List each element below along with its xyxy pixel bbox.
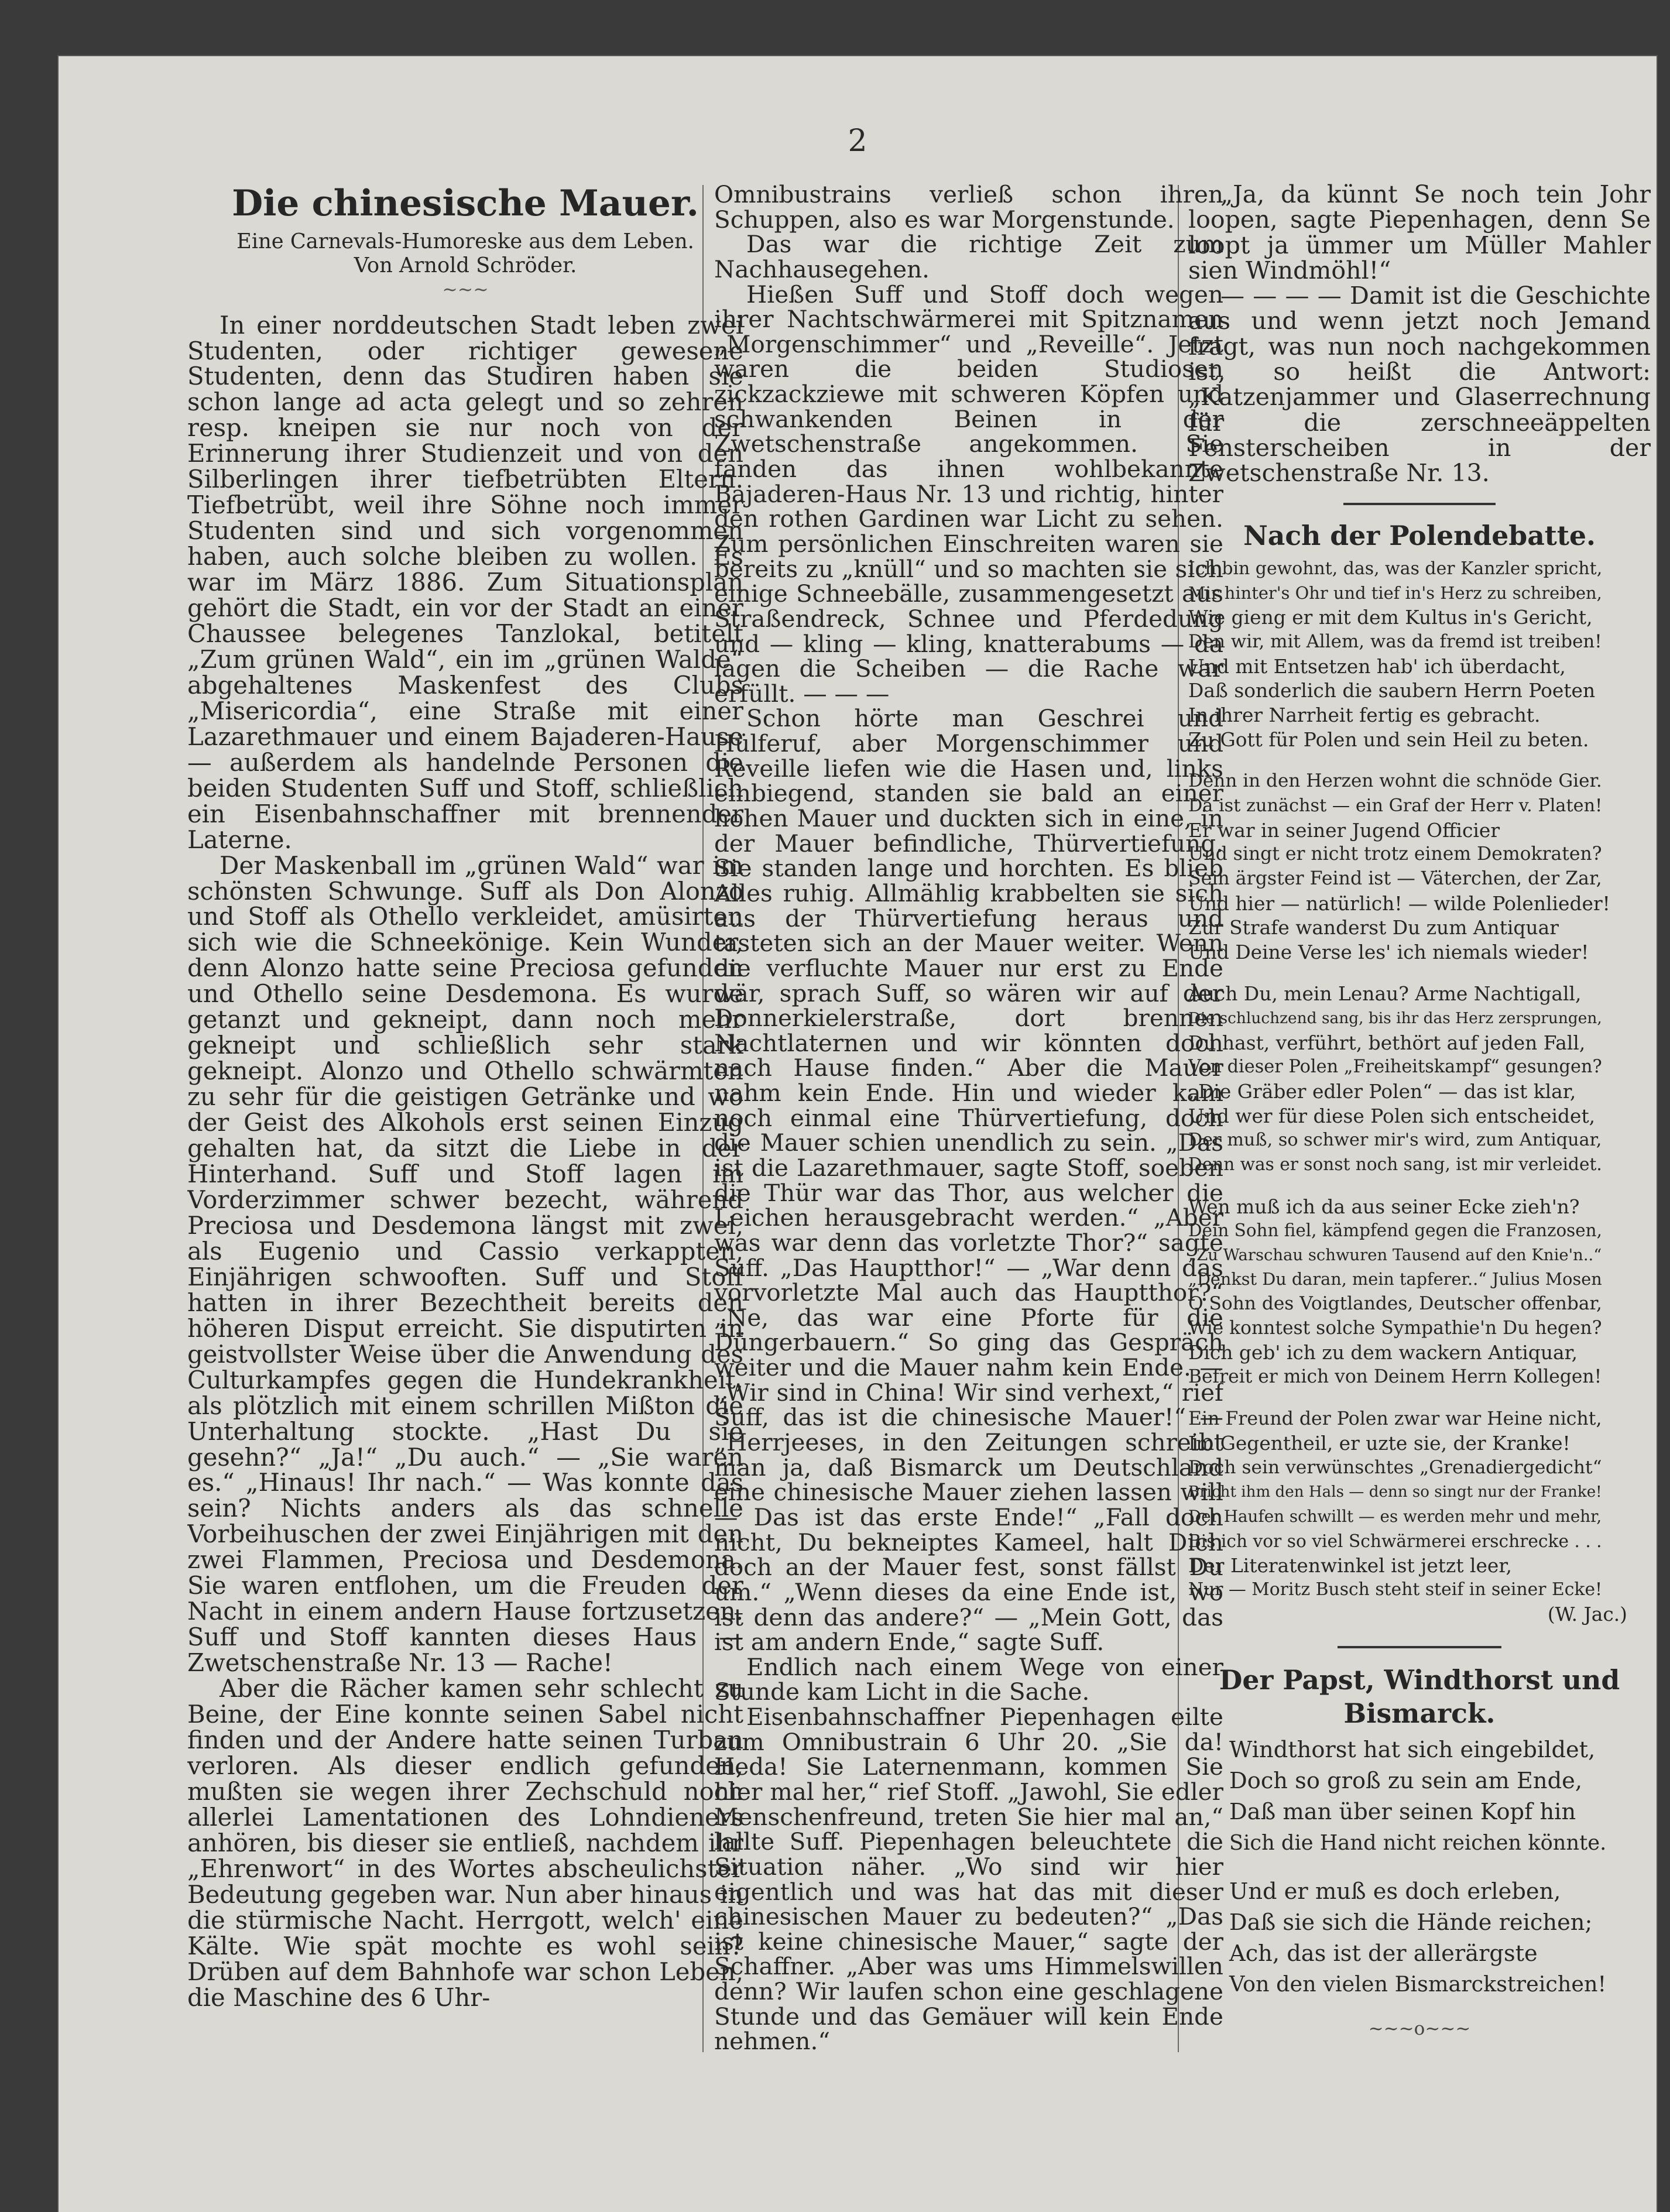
paragraph: Aber die Rächer kamen sehr schlecht zu Beine, der Eine konnte seinen Sabel nicht finden und der Andere hatte seinen Turban verloren. Als dieser endlich gefunden, mußten sie wegen ihrer Zechschuld noch allerlei Lamentationen des Lohndieners anhören, bis dieser sie entließ, nachdem ihr „Ehrenwort“ in des Wortes abscheulichster Bedeutung gegeben war. Nun aber hinaus in die stürmische Nacht. Herrgott, welch' eine Kälte. Wie spät mochte es wohl sein? Drüben auf dem Bahnhofe war schon Leben, die Maschine des 6 Uhr- xyxy=(187,1674,743,2012)
newspaper-page xyxy=(59,56,1657,2212)
paragraph: Hießen Suff und Stoff doch wegen ihrer Nachtschwärmerei mit Spitznamen „Morgenschimmer“ und „Reveille“. Jetzt waren die beiden Studiosen zickzackziewe mit schweren Köpfen und schwankenden Beinen in der Zwetschenstraße angekommen. Sie fanden das ihnen wohlbekannte Bajaderen-Haus Nr. 13 und richtig, hinter den rothen Gardinen war Licht zu sehen. Zum persönlichen Einschreiten waren sie bereits zu „knüll“ und so machten sie sich einige Schneebälle, zusammengesetzt aus Straßendreck, Schnee und Pferdedung und — kling — kling, knatterabums — da lagen die Scheiben — die Rache war erfüllt. — — — xyxy=(714,280,1223,708)
flourish-icon: ∼∼∼ xyxy=(442,279,489,300)
paragraph: — — — — Damit ist die Geschichte aus und wenn jetzt noch Jemand fragt, was nun noch nachgekommen ist, so heißt die Antwort: „Katzenjammer und Glaserrechnung für die zerschneeäppelten Fensterscheiben in der Zwetschenstraße Nr. 13. xyxy=(1188,282,1651,488)
article-subtitle: Eine Carnevals-Humoreske aus dem Leben. xyxy=(236,229,694,254)
poem-stanza: Windthorst hat sich eingebildet, Doch so groß zu sein am Ende, Daß man über seinen Kopf hin Sich die Hand nicht reichen könnte. xyxy=(1229,1736,1607,1855)
paragraph: „Ja, da künnt Se noch tein Johr loopen, sagte Piepenhagen, denn Se loopt ja ümmer um Müller Mahler sien Windmöhl!“ xyxy=(1188,182,1651,284)
paragraph: Eisenbahnschaffner Piepenhagen eilte zum Omnibustrain 6 Uhr 20. „Sie da! Heda! Sie Laternenmann, kommen Sie hier mal her,“ rief Stoff. „Jawohl, Sie edler Menschenfreund, treten Sie hier mal an,“ lallte Suff. Piepenhagen beleuchtete die Situation näher. „Wo sind wir hier eigentlich und was hat das mit dieser chinesischen Mauer zu bedeuten?“ „Das ist keine chinesische Mauer,“ sagte der Schaffner. „Aber was ums Himmelswillen denn? Wir laufen schon eine geschlagene Stunde und das Gemäuer will kein Ende nehmen.“ xyxy=(714,1703,1223,2055)
paragraph: In einer norddeutschen Stadt leben zwei Studenten, oder richtiger gewesene Studenten, denn das Studiren haben sie schon lange ad acta gelegt und so zehren resp. kneipen sie nur noch von der Erinnerung ihrer Studienzeit und von den Silberlingen ihrer tiefbetrübten Eltern. Tiefbetrübt, weil ihre Söhne noch immer Studenten sind und sich vorgenommen haben, auch solche bleiben zu wollen. Es war im März 1886. Zum Situationsplan gehört die Stadt, ein vor der Stadt an einer Chaussee belegenes Tanzlokal, betitelt „Zum grünen Wald“, ein im „grünen Walde“ abgehaltenes Maskenfest des Clubs „Misericordia“, eine Straße mit einer Lazarethmauer und einem Bajaderen-Hause — außerdem als handelnde Personen die beiden Studenten Suff und Stoff, schließlich ein Eisenbahnschaffner mit brennender Laterne. xyxy=(187,310,743,854)
column-1 xyxy=(187,182,743,2055)
ornament-icon: ~~~o~~~ xyxy=(1368,2018,1471,2040)
poem-stanza: Auch Du, mein Lenau? Arme Nachtigall, Die schluchzend sang, bis ihr das Herz zersprungen, Du hast, verführt, bethört auf jeden Fall, Von dieser Polen „Freiheitskampf“ gesungen? „Die Gräber edler Polen“ — das ist klar, Und wer für diese Polen sich entscheidet, Der muß, so schwer mir's wird, zum Antiquar, Denn was er sonst noch sang, ist mir verleidet. xyxy=(1188,982,1602,1174)
section-divider xyxy=(1343,503,1496,505)
page-number: 2 xyxy=(848,124,867,159)
poem-stanza: Denn in den Herzen wohnt die schnöde Gier. Da ist zunächst — ein Graf der Herr v. Platen! Er war in seiner Jugend Officier Und singt er nicht trotz einem Demokraten? Sein ärgster Feind ist — Väterchen, der Zar, Und hier — natürlich! — wilde Polenlieder! Zur Strafe wanderst Du zum Antiquar Und Deine Verse les' ich niemals wieder! xyxy=(1188,770,1610,963)
article-byline: Von Arnold Schröder. xyxy=(354,253,577,277)
paragraph: Das war die richtige Zeit zum Nachhausegehen. xyxy=(714,230,1223,283)
poem-author: (W. Jac.) xyxy=(1547,1602,1627,1625)
paragraph: Schon hörte man Geschrei und Hülferuf, aber Morgenschimmer und Reveille liefen wie die Hasen und, links einbiegend, standen sie bald an einer hohen Mauer und duckten sich in eine, in der Mauer befindliche, Thürvertiefung. Sie standen lange und horchten. Es blieb Alles ruhig. Allmählig krabbelten sie sich aus der Thürvertiefung heraus und tasteten sich an der Mauer weiter. Wenn die verfluchte Mauer nur erst zu Ende wär, sprach Suff, so wären wir auf der Donnerkielerstraße, dort brennen Nachtlaternen und wir könnten doch nach Hause finden.“ Aber die Mauer nahm kein Ende. Hin und wieder kam noch einmal eine Thürvertiefung, doch die Mauer schien unendlich zu sein. „Das ist die Lazarethmauer, sagte Stoff, soeben die Thür war das Thor, aus welcher die Leichen herausgebracht werden.“ „Aber was war denn das vorletzte Thor?“ sagte Suff. „Das Hauptthor!“ — „War denn das vorvorletzte Mal auch das Hauptthor?“ „Ne, das war eine Pforte für die Düngerbauern.“ So ging das Gespräch weiter und die Mauer nahm kein Ende. — „Wir sind in China! Wir sind verhext,“ rief Suff, das ist die chinesische Mauer!“ — „Herrjeeses, in den Zeitungen schreibt man ja, daß Bismarck um Deutschland eine chinesische Mauer ziehen lassen will — Das ist das erste Ende!“ „Fall doch nicht, Du bekneiptes Kameel, halt Dich doch an der Mauer fest, sonst fällst Du um.“ „Wenn dieses da eine Ende ist, wo ist denn das andere?“ — „Mein Gott, das ist am andern Ende,“ sagte Suff. xyxy=(714,704,1223,1657)
paragraph: Endlich nach einem Wege von einer Stunde kam Licht in die Sache. xyxy=(714,1652,1223,1706)
column-2 xyxy=(714,182,1223,2055)
section-divider xyxy=(1338,1646,1501,1648)
poem-stanza: Ein Freund der Polen zwar war Heine nicht, Im Gegentheil, er uzte sie, der Kranke! Doch sein verwünschtes „Grenadiergedicht“ Bricht ihm den Hals — denn so singt nur der Franke! Der Haufen schwillt — es werden mehr und mehr, Bis ich vor so viel Schwärmerei erschrecke . . . Der Literatenwinkel ist jetzt leer, Nur — Moritz Busch steht steif in seiner Ecke! xyxy=(1188,1408,1603,1600)
paragraph: Der Maskenball im „grünen Wald“ war im schönsten Schwunge. Suff als Don Alonzo und Stoff als Othello verkleidet, amüsirten sich wie die Schneekönige. Kein Wunder, denn Alonzo hatte seine Preciosa gefunden und Othello seine Desdemona. Es wurde getanzt und gekneipt, dann noch mehr gekneipt und schließlich sehr stark gekneipt. Alonzo und Othello schwärmten zu sehr für die geistigen Getränke und wo der Geist des Alkohols erst seinen Einzug gehalten hat, da sitzt die Liebe in der Hinterhand. Suff und Stoff lagen im Vorderzimmer schwer bezecht, während Preciosa und Desdemona längst mit zwei, als Eugenio und Cassio verkappten, Einjährigen schwooften. Suff und Stoff hatten in ihrer Bezechtheit bereits den höheren Disput erreicht. Sie disputirten in geistvollster Weise über die Anwendung des Culturkampfes gegen die Hundekrankheit, als plötzlich mit einem schrillen Mißton die Unterhaltung stockte. „Hast Du sie gesehn?“ „Ja!“ „Du auch.“ — „Sie waren es.“ „Hinaus! Ihr nach.“ — Was konnte das sein? Nichts anders als das schnelle Vorbeihuschen der zwei Einjährigen mit den zwei Flammen, Preciosa und Desdemona. Sie waren entflohen, um die Freuden der Nacht in einem andern Hause fortzusetzen. Suff und Stoff kannten dieses Haus — Zwetschenstraße Nr. 13 — Rache! xyxy=(187,850,743,1678)
article-title: Die chinesische Mauer. xyxy=(232,183,699,224)
poem-title: Der Papst, Windthorst und Bismarck. xyxy=(1219,1664,1620,1730)
poem-title: Nach der Polendebatte. xyxy=(1243,519,1596,551)
poem-stanza: Ich bin gewohnt, das, was der Kanzler spricht, Mir hinter's Ohr und tief in's Herz zu schreiben, Wie gieng er mit dem Kultus in's Gericht, Den wir, mit Allem, was da fremd ist treiben! Und mit Entsetzen hab' ich überdacht, Daß sonderlich die saubern Herrn Poeten In ihrer Narrheit fertig es gebracht. Zu Gott für Polen und sein Heil zu beten. xyxy=(1188,558,1603,751)
poem-stanza: Wen muß ich da aus seiner Ecke zieh'n? Dein Sohn fiel, kämpfend gegen die Franzosen, „Zu Warschau schwuren Tausend auf den Knie'n..“ „Denkst Du daran, mein tapferer..“ Julius Mosen O Sohn des Voigtlandes, Deutscher offenbar, Wie konntest solche Sympathie'n Du hegen? Dich geb' ich zu dem wackern Antiquar, Befreit er mich von Deinem Herrn Kollegen! xyxy=(1188,1195,1602,1388)
column-3 xyxy=(1188,182,1651,2055)
paragraph: Omnibustrains verließ schon ihren Schuppen, also es war Morgenstunde. xyxy=(714,182,1223,234)
poem-stanza: Und er muß es doch erleben, Daß sie sich die Hände reichen; Ach, das ist der allerärgste Von den vielen Bismarckstreichen! xyxy=(1229,1878,1607,1997)
